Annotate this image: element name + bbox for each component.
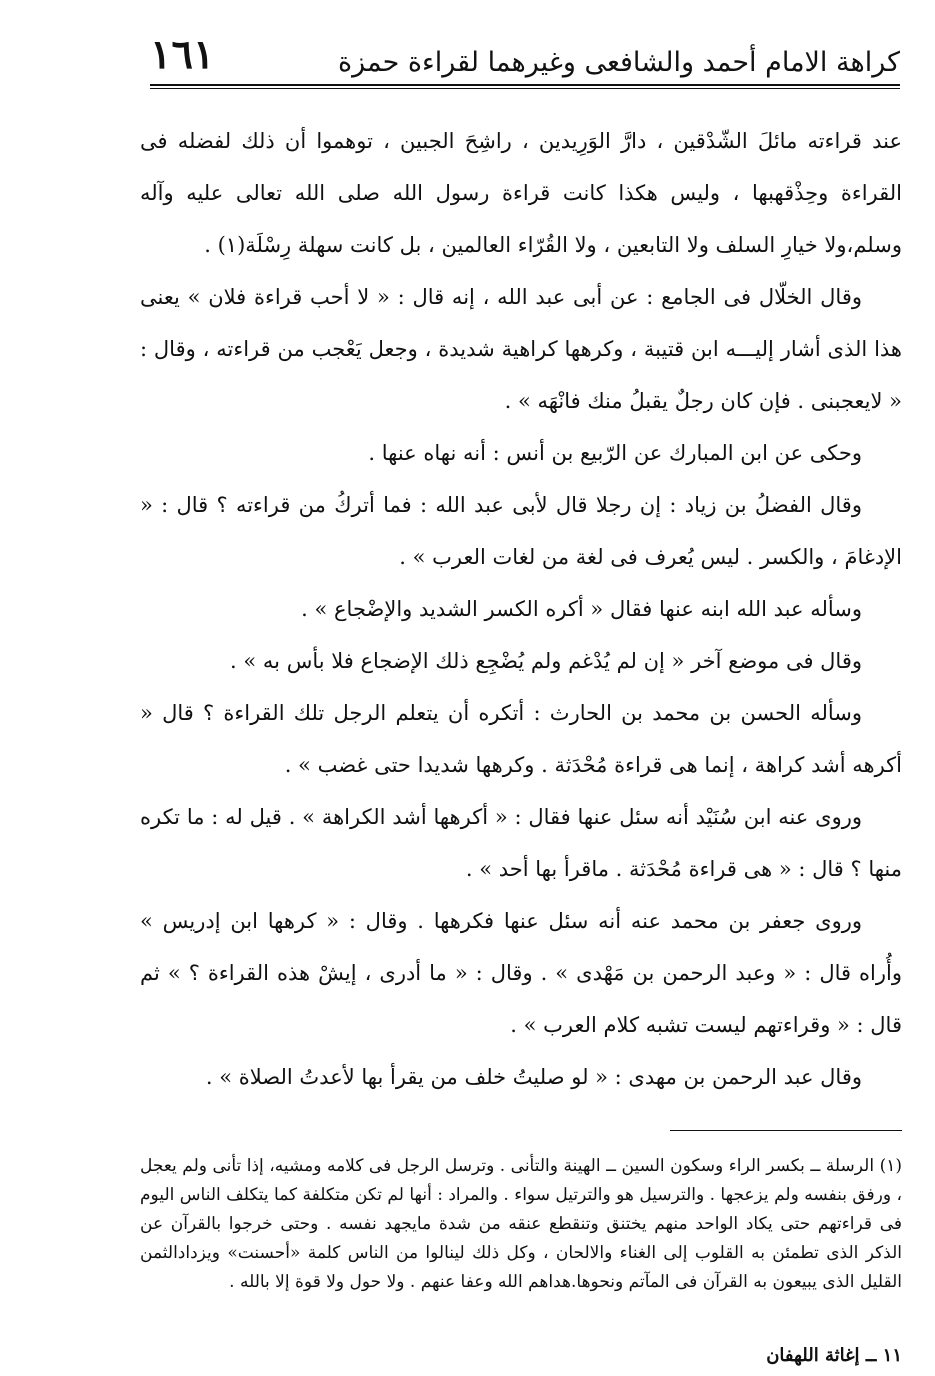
header-rule bbox=[150, 84, 900, 89]
page-number: ١٦١ bbox=[150, 31, 215, 78]
paragraph: عند قراءته مائلَ الشّدْقين ، دارَّ الوَرِيدين ، راشِحَ الجبين ، توهموا أن ذلك لفضله فى القراءة وحِذْقهبها ، وليس هكذا كانت قراءة رسول الله صلى الله تعالى عليه وآله وسلم،ولا خيارِ السلف ولا التابعين ، ولا القُرّاء العالمين ، بل كانت سهلة رِسْلَة(١) . bbox=[140, 129, 902, 257]
paragraph: وقال الفضلُ بن زياد : إن رجلا قال لأبى عبد الله : فما أتركُ من قراءته ؟ قال : « الإدغامَ ، والكسر . ليس يُعرف فى لغة من لغات العرب » . bbox=[140, 493, 902, 569]
paragraph: وسأله الحسن بن محمد بن الحارث : أتكره أن يتعلم الرجل تلك القراءة ؟ قال « أكرهه أشد كراهة ، إنما هى قراءة مُحْدَثة . وكرهها شديدا حتى غضب » . bbox=[140, 701, 902, 777]
footnote-rule bbox=[670, 1130, 902, 1131]
footnote: (١) الرسلة ــ بكسر الراء وسكون السين ــ الهينة والتأنى . وترسل الرجل فى كلامه ومشيه، إذا تأنى ولم يعجل ، ورفق بنفسه ولم يزعجها . والترسيل هو والترتيل سواء . والمراد : أنها لم تكن متكلفة كما يتكلف الناس اليوم فى قراءتهم حتى يكاد الواحد منهم يختنق وتنقطع عنقه من شدة مايجهد نفسه . وحتى خرجوا بالقرآن عن الذكر الذى تطمئن به القلوب إلى الغناء والالحان ، وكل ذلك لينالوا من الناس كلمة «أحسنت» ويزدادالثمن القليل الذى يبيعون به القرآن فى المآتم ونحوها.هداهم الله وعفا عنهم . ولا حول ولا قوة إلا بالله . bbox=[140, 1156, 902, 1292]
signature-mark: ١١ ــ إغاثة اللهفان bbox=[766, 1345, 902, 1366]
main-text bbox=[140, 115, 902, 1103]
paragraph: وروى عنه ابن سُنَيْد أنه سئل عنها فقال : « أكرهها أشد الكراهة » . قيل له : ما تكره منها ؟ قال : « هى قراءة مُحْدَثة . ماقرأ بها أحد » . bbox=[140, 805, 902, 881]
paragraph: وقال الخلّال فى الجامع : عن أبى عبد الله ، إنه قال : « لا أحب قراءة فلان » يعنى هذا الذى أشار إليـــه ابن قتيبة ، وكرهها كراهية شديدة ، وجعل يَعْجب من قراءته ، وقال : « لايعجبنى . فإن كان رجلٌ يقبلُ منك فانْهَه » . bbox=[140, 285, 902, 413]
paragraph: وروى جعفر بن محمد عنه أنه سئل عنها فكرهها . وقال : « كرهها ابن إدريس » وأُراه قال : « وعبد الرحمن بن مَهْدى » . وقال : « ما أدرى ، إيشْ هذه القراءة ؟ » ثم قال : « وقراءتهم ليست تشبه كلام العرب » . bbox=[140, 909, 902, 1037]
paragraph: وسأله عبد الله ابنه عنها فقال « أكره الكسر الشديد والإضْجاع » . bbox=[301, 597, 862, 621]
page-header bbox=[150, 28, 900, 78]
paragraph: وقال فى موضع آخر « إن لم يُدْغم ولم يُضْجِع ذلك الإضجاع فلا بأس به » . bbox=[230, 649, 862, 673]
paragraph: وحكى عن ابن المبارك عن الرّبيع بن أنس : أنه نهاه عنها . bbox=[368, 441, 862, 465]
running-title: كراهة الامام أحمد والشافعى وغيرهما لقراءة حمزة bbox=[337, 47, 900, 78]
paragraph: وقال عبد الرحمن بن مهدى : « لو صليتُ خلف من يقرأ بها لأعدتُ الصلاة » . bbox=[205, 1065, 862, 1089]
